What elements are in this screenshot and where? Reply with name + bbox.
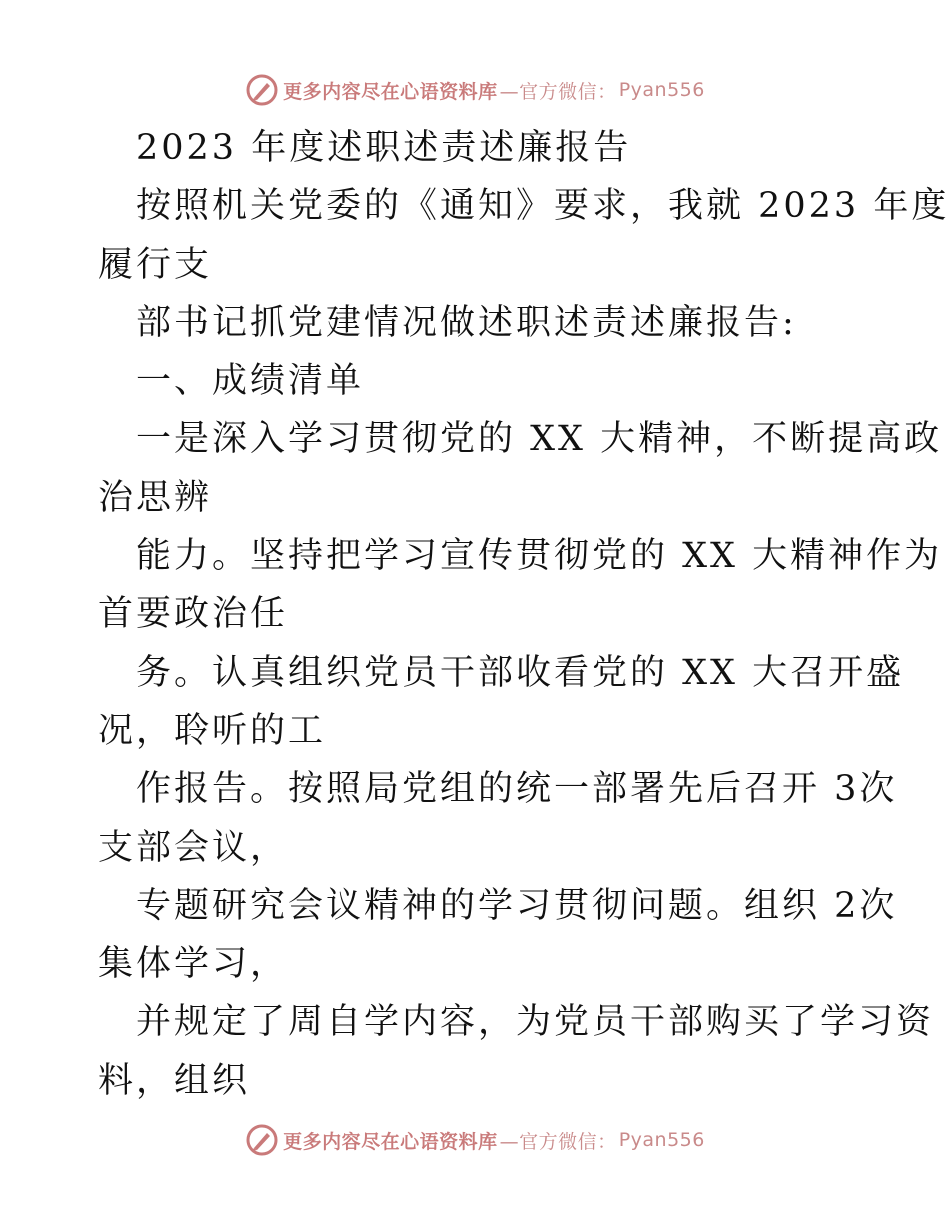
document-line: 务。认真组织党员干部收看党的 XX 大召开盛	[136, 652, 905, 693]
header-watermark	[0, 70, 950, 110]
document-line: 履行支	[98, 244, 213, 285]
document-line: 料，组织	[98, 1060, 251, 1101]
watermark-main-text: 更多内容尽在心语资料库	[283, 1130, 498, 1153]
document-line: 能力。坚持把学习宣传贯彻党的 XX 大精神作为	[136, 536, 943, 577]
document-line: 首要政治任	[98, 594, 289, 635]
pen-circle-logo-icon	[245, 1123, 279, 1157]
document-line: 治思辨	[98, 477, 213, 518]
footer-watermark	[0, 1120, 950, 1160]
watermark-main-text: 更多内容尽在心语资料库	[283, 80, 498, 103]
document-line: 一是深入学习贯彻党的 XX 大精神，不断提高政	[136, 419, 943, 460]
document-line: 部书记抓党建情况做述职述责述廉报告:	[136, 302, 797, 343]
watermark-dash-text: —官方微信：	[499, 80, 617, 103]
document-body	[98, 119, 950, 1110]
document-line: 并规定了周自学内容，为党员干部购买了学习资	[136, 1002, 935, 1043]
document-line: 集体学习，	[98, 944, 289, 985]
document-line: 作报告。按照局党组的统一部署先后召开 3次	[136, 769, 898, 810]
pen-circle-logo-icon	[245, 73, 279, 107]
watermark-id-text: Pyan556	[618, 79, 705, 101]
document-line: 按照机关党委的《通知》要求，我就 2023 年度	[136, 186, 950, 227]
watermark-dash-text: —官方微信：	[499, 1130, 617, 1153]
document-line: 支部会议，	[98, 827, 289, 868]
watermark-id-text: Pyan556	[618, 1129, 705, 1151]
section-heading: 一、成绩清单	[136, 361, 365, 402]
document-line: 况，聆听的工	[98, 710, 327, 751]
document-title: 2023 年度述职述责述廉报告	[136, 128, 632, 168]
document-line: 专题研究会议精神的学习贯彻问题。组织 2次	[136, 885, 898, 926]
